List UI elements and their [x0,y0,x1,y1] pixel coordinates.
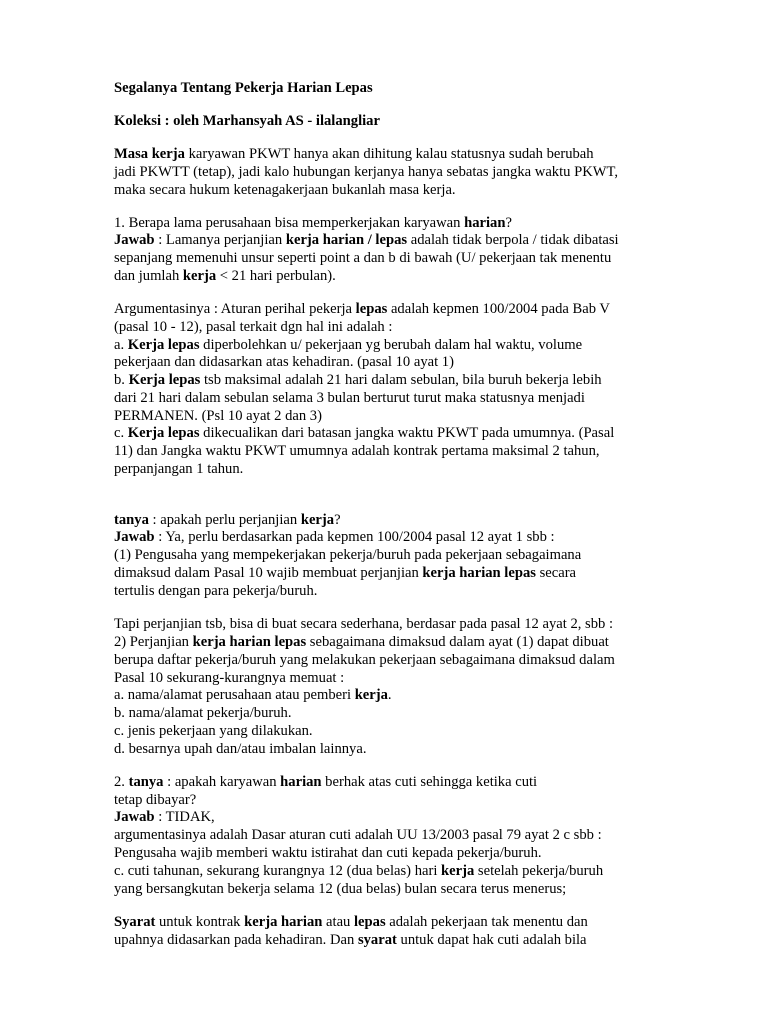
text-line [114,301,610,318]
bold-text-run: tanya [128,774,164,790]
bold-text-run: Jawab [114,232,155,248]
text-line [114,232,619,249]
text-run: diperbolehkan u/ pekerjaan yg berubah dalam hal waktu, volume [199,337,583,353]
text-line [114,529,555,546]
text-line [114,113,380,130]
text-line [114,616,613,633]
text-run: 1. Berapa lama perusahaan bisa memperkerjakan karyawan [114,215,465,231]
bold-text-run: harian [280,774,322,790]
text-line [114,354,454,371]
text-line [114,845,542,862]
bold-text-run: Segalanya Tentang Pekerja Harian Lepas [114,80,373,96]
text-line [114,80,373,97]
text-line [114,337,582,354]
text-run: perpanjangan 1 tahun. [114,461,244,477]
text-run: karyawan PKWT hanya akan dihitung kalau statusnya sudah berubah [184,146,594,162]
text-line [114,705,291,722]
text-run: adalah pekerjaan tak menentu dan [385,914,588,930]
text-run: argumentasinya adalah Dasar aturan cuti adalah UU 13/2003 pasal 79 ayat 2 c sbb : [114,827,602,843]
text-line [114,827,602,844]
text-run: : apakah karyawan [163,774,281,790]
text-run: yang bersangkutan bekerja selama 12 (dua belas) bulan secara terus menerus; [114,881,567,897]
text-run: dikecualikan dari batasan jangka waktu PKWT pada umumnya. (Pasal [199,425,615,441]
bold-text-run: Koleksi : oleh Marhansyah AS - ilalangliar [114,113,380,129]
text-run: : TIDAK, [154,809,215,825]
bold-text-run: Kerja lepas [127,425,200,441]
text-run: sebagaimana dimaksud dalam ayat (1) dapat dibuat [306,634,609,650]
text-run: dimaksud dalam Pasal 10 wajib membuat perjanjian [114,565,423,581]
text-run: maka secara hukum ketenagakerjaan bukanlah masa kerja. [114,182,456,198]
text-run: : Ya, perlu berdasarkan pada kepmen 100/2004 pasal 12 ayat 1 sbb : [154,529,555,545]
bold-text-run: kerja [182,268,217,284]
bold-text-run: kerja harian / lepas [285,232,408,248]
bold-text-run: syarat [357,932,397,948]
text-line [114,461,243,478]
text-run: 2) Perjanjian [114,634,193,650]
text-line [114,215,512,232]
text-line [114,687,392,704]
text-line [114,723,313,740]
text-line [114,390,585,407]
text-line [114,319,392,336]
text-run: Pasal 10 sekurang-kurangnya memuat : [114,670,345,686]
text-line [114,863,603,880]
text-line [114,408,322,425]
text-run: . [387,687,392,703]
text-run: tsb maksimal adalah 21 hari dalam sebulan, bila buruh bekerja lebih [200,372,602,388]
text-line [114,547,581,564]
text-run: a. [114,337,128,353]
text-line [114,425,614,442]
text-run: berhak atas cuti sehingga ketika cuti [321,774,538,790]
text-line [114,268,336,285]
bold-text-run: kerja [441,863,475,879]
text-run: dari 21 hari dalam sebulan selama 3 bulan berturut turut maka statusnya menjadi [114,390,585,406]
text-line [114,741,366,758]
text-run: upahnya didasarkan pada kehadiran. Dan [114,932,358,948]
text-line [114,512,341,529]
text-line [114,792,196,809]
text-run: berupa daftar pekerja/buruh yang melakukan pekerjaan sebagaimana dimaksud dalam [114,652,615,668]
text-line [114,809,215,826]
bold-text-run: Kerja lepas [127,337,200,353]
text-run: : Lamanya perjanjian [154,232,286,248]
text-run: tetap dibayar? [114,792,197,808]
bold-text-run: harian [464,215,506,231]
text-run: tertulis dengan para pekerja/buruh. [114,583,318,599]
bold-text-run: Syarat [114,914,156,930]
text-run: 11) dan Jangka waktu PKWT umumnya adalah kontrak pertama maksimal 2 tahun, [114,443,600,459]
text-run: Pengusaha wajib memberi waktu istirahat dan cuti kepada pekerja/buruh. [114,845,542,861]
text-run: PERMANEN. (Psl 10 ayat 2 dan 3) [114,408,322,424]
text-line [114,932,587,949]
text-run: (1) Pengusaha yang mempekerjakan pekerja/buruh pada pekerjaan sebagaimana [114,547,582,563]
text-line [114,565,576,582]
bold-text-run: Jawab [114,809,155,825]
text-run: adalah kepmen 100/2004 pada Bab V [387,301,610,317]
text-line [114,774,537,791]
text-run: a. nama/alamat perusahaan atau pemberi [114,687,355,703]
text-run: Argumentasinya : Aturan perihal pekerja [114,301,356,317]
text-run: : apakah perlu perjanjian [148,512,301,528]
text-line [114,182,456,199]
text-run: adalah tidak berpola / tidak dibatasi [407,232,619,248]
text-run: b. [114,372,129,388]
bold-text-run: Jawab [114,529,155,545]
text-run: 2. [114,774,129,790]
bold-text-run: tanya [114,512,149,528]
text-line [114,372,602,389]
text-line [114,652,615,669]
text-run: untuk dapat hak cuti adalah bila [396,932,587,948]
text-run: c. [114,425,128,441]
bold-text-run: kerja harian lepas [422,565,536,581]
text-line [114,250,611,267]
bold-text-run: lepas [355,301,388,317]
bold-text-run: Kerja lepas [128,372,201,388]
text-line [114,881,566,898]
bold-text-run: lepas [354,914,386,930]
text-run: d. besarnya upah dan/atau imbalan lainnya. [114,741,367,757]
text-run: pekerjaan dan didasarkan atas kehadiran. (pasal 10 ayat 1) [114,354,454,370]
text-run: setelah pekerja/buruh [474,863,604,879]
text-run: (pasal 10 - 12), pasal terkait dgn hal ini adalah : [114,319,393,335]
bold-text-run: kerja harian lepas [192,634,307,650]
bold-text-run: Masa kerja [114,146,185,162]
text-run: ? [505,215,512,231]
text-run: atau [322,914,354,930]
text-line [114,914,588,931]
text-run: secara [535,565,577,581]
text-run: untuk kontrak [155,914,245,930]
text-run: ? [334,512,341,528]
bold-text-run: kerja [354,687,388,703]
text-line [114,634,609,651]
bold-text-run: kerja [300,512,335,528]
text-run: dan jumlah [114,268,183,284]
text-run: jadi PKWTT (tetap), jadi kalo hubungan kerjanya hanya sebatas jangka waktu PKWT, [114,164,619,180]
text-run: b. nama/alamat pekerja/buruh. [114,705,292,721]
text-line [114,583,317,600]
text-run: < 21 hari perbulan). [216,268,336,284]
bold-text-run: kerja harian [244,914,323,930]
text-run: c. jenis pekerjaan yang dilakukan. [114,723,313,739]
text-line [114,670,344,687]
text-line [114,164,618,181]
text-run: Tapi perjanjian tsb, bisa di buat secara sederhana, berdasar pada pasal 12 ayat 2, sbb : [114,616,614,632]
text-run: sepanjang memenuhi unsur seperti point a dan b di bawah (U/ pekerjaan tak menentu [114,250,612,266]
text-run: c. cuti tahunan, sekurang kurangnya 12 (dua belas) hari [114,863,442,879]
text-line [114,146,594,163]
text-line [114,443,600,460]
